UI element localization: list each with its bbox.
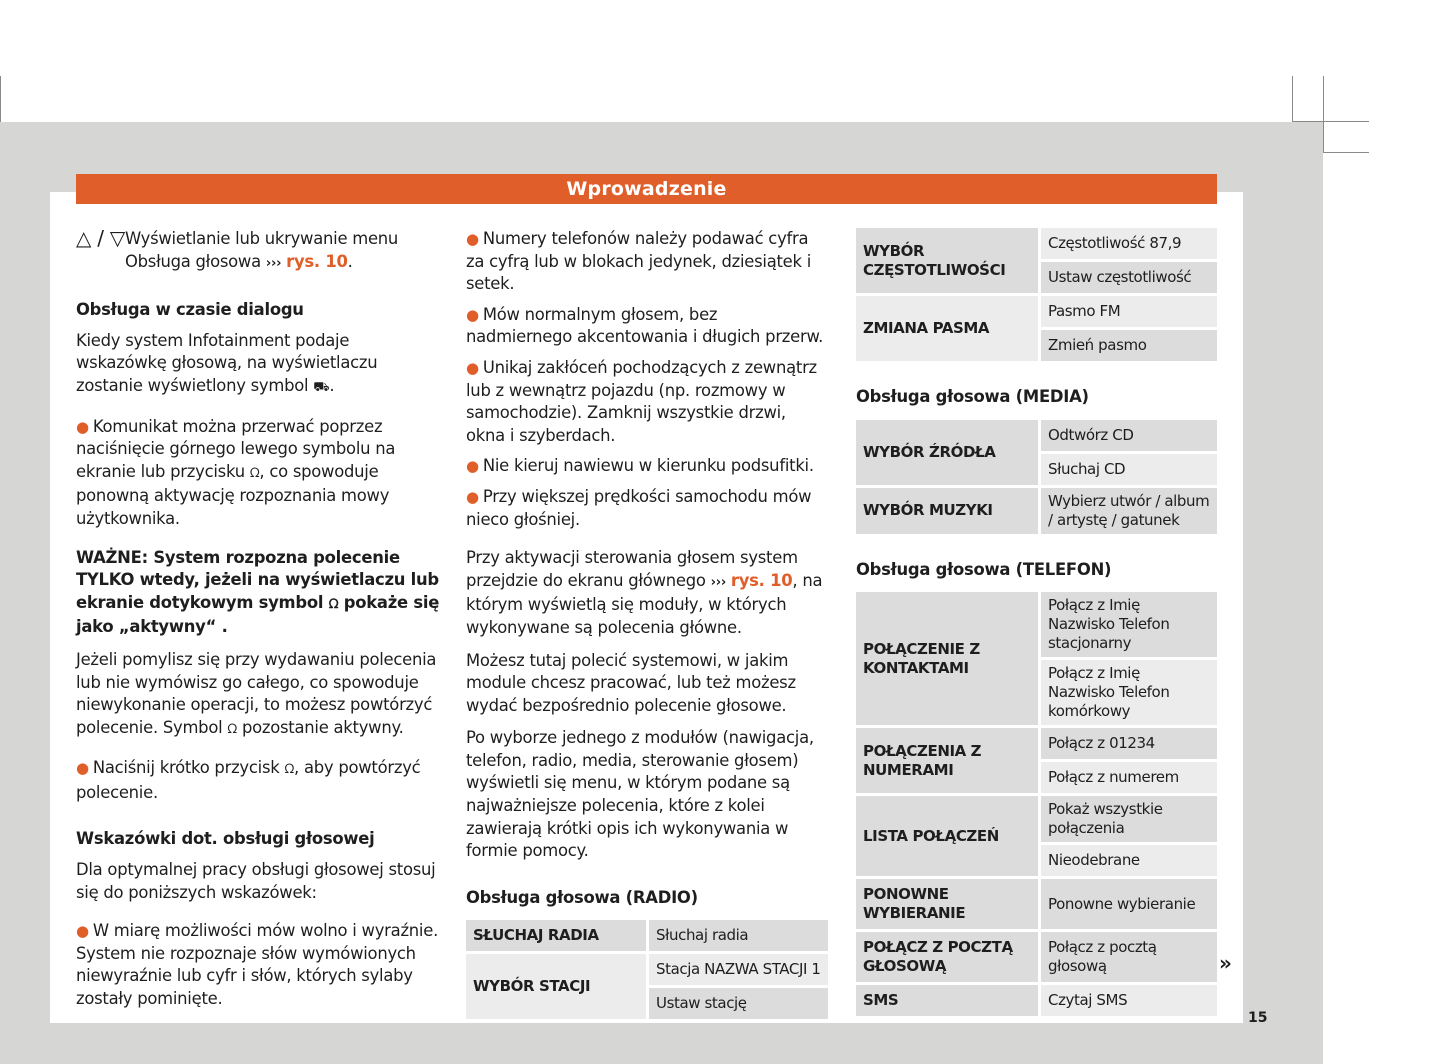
table-row xyxy=(466,954,828,985)
table-row xyxy=(856,728,1217,759)
command-value: Ponowne wybieranie xyxy=(1041,879,1217,929)
section-title: Wprowadzenie xyxy=(76,174,1217,204)
command-value: Zmień pasmo xyxy=(1041,330,1217,361)
command-value: Czytaj SMS xyxy=(1041,985,1217,1016)
paragraph-tips: Dla optymalnej pracy obsługi głosowej stosuj się do poniższych wskazówek: xyxy=(76,860,436,902)
voice-control-button-icon: ᘯ xyxy=(328,596,339,612)
bullet-dot-icon: ● xyxy=(466,358,479,377)
voice-control-button-icon: ᘯ xyxy=(284,762,295,778)
column-1 xyxy=(76,228,441,1027)
page-number: 15 xyxy=(1248,1010,1268,1026)
table-row xyxy=(856,932,1217,982)
heading-dialog: Obsługa w czasie dialogu xyxy=(76,300,304,320)
radio-commands-table-continued xyxy=(853,225,1220,364)
command-value: Ustaw częstotliwość xyxy=(1041,262,1217,293)
important-note: WAŻNE: System rozpozna polecenie TYLKO wtedy, jeżeli na wyświetlaczu lub ekranie dotykowym symbol ᘯ pokaże się jako „aktywny“ . xyxy=(76,547,440,637)
command-key: POŁĄCZENIA Z NUMERAMI xyxy=(856,728,1038,793)
command-value: Nieodebrane xyxy=(1041,845,1217,876)
command-value: Pasmo FM xyxy=(1041,296,1217,327)
table-row xyxy=(856,488,1217,534)
intro-menu-toggle xyxy=(76,228,441,275)
command-key: LISTA POŁĄCZEŃ xyxy=(856,796,1038,876)
command-value: Połącz z 01234 xyxy=(1041,728,1217,759)
bullet-avoid-noise: ● Unikaj zakłóceń pochodzących z zewnątrz lub z wewnątrz pojazdu (np. rozmowy w samochodzie). Zamknij wszystkie drzwi, okna i szyberdach. xyxy=(466,357,817,445)
bullet-dot-icon: ● xyxy=(466,230,479,248)
bullet-dot-icon: ● xyxy=(466,487,479,506)
command-key: POŁĄCZENIE Z KONTAKTAMI xyxy=(856,592,1038,725)
command-key: SMS xyxy=(856,985,1038,1016)
table-row xyxy=(856,985,1217,1016)
bullet-dot-icon: ● xyxy=(76,759,89,778)
command-value: Połącz z Imię Nazwisko Telefon stacjonarny xyxy=(1041,592,1217,657)
bullet-dot-icon: ● xyxy=(76,417,89,436)
cross-reference-arrow-icon: ››› xyxy=(710,574,726,590)
paragraph-menu: Po wyborze jednego z modułów (nawigacja, telefon, radio, media, sterowanie głosem) wyświetli się menu, w którym podane są najważniejsze polecenia, które z kolei zawierają krótki opis ich wykonywania w formie pomocy. xyxy=(466,728,814,861)
bullet-ventilation: ● Nie kieruj nawiewu w kierunku podsufitki. xyxy=(466,456,814,476)
command-value: Słuchaj radia xyxy=(649,920,828,951)
table-row xyxy=(856,420,1217,451)
heading-phone: Obsługa głosowa (TELEFON) xyxy=(856,559,1112,579)
column-3 xyxy=(856,225,1217,1033)
command-value: Połącz z numerem xyxy=(1041,762,1217,793)
command-key: POŁĄCZ Z POCZTĄ GŁOSOWĄ xyxy=(856,932,1038,982)
continue-next-page-icon: » xyxy=(1219,951,1232,975)
bullet-speak-slowly: ● W miarę możliwości mów wolno i wyraźnie. System nie rozpoznaje słów wymówionych niewyraźnie lub cyfr i słów, których sylaby zostały pominięte. xyxy=(76,921,439,1009)
table-row xyxy=(856,228,1217,259)
command-key: ZMIANA PASMA xyxy=(856,296,1038,361)
table-row xyxy=(466,920,828,951)
heading-radio: Obsługa głosowa (RADIO) xyxy=(466,887,698,907)
heading-media: Obsługa głosowa (MEDIA) xyxy=(856,387,1089,406)
intro-text: Wyświetlanie lub ukrywanie menu Obsługa głosowa ››› rys. 10. xyxy=(124,229,399,271)
crop-mark-left xyxy=(0,76,1,122)
command-value: Połącz z pocztą głosową xyxy=(1041,932,1217,982)
bullet-dot-icon: ● xyxy=(76,922,89,941)
triangle-up-down-icon: △ / ▽ xyxy=(76,226,125,250)
media-commands-table xyxy=(853,417,1220,537)
command-value: Słuchaj CD xyxy=(1041,454,1217,485)
crop-mark-top-right-b xyxy=(1323,76,1324,153)
radio-commands-table xyxy=(463,917,831,1022)
paragraph-mistake: Jeżeli pomylisz się przy wydawaniu polecenia lub nie wymówisz go całego, co spowoduje niewykonanie operacji, to możesz powtórzyć polecenie. Symbol ᘯ pozostanie aktywny. xyxy=(76,649,437,737)
paragraph-dialog: Kiedy system Infotainment podaje wskazówkę głosową, na wyświetlaczu zostanie wyświetlony symbol ⛟. xyxy=(76,330,378,395)
crop-mark-top-right-c xyxy=(1292,121,1369,122)
bullet-dot-icon: ● xyxy=(466,305,479,324)
command-value: Odtwórz CD xyxy=(1041,420,1217,451)
command-key: PONOWNE WYBIERANIE xyxy=(856,879,1038,929)
phone-commands-table xyxy=(853,589,1220,1019)
bullet-speed: ● Przy większej prędkości samochodu mów nieco głośniej. xyxy=(466,486,812,529)
command-value: Częstotliwość 87,9 xyxy=(1041,228,1217,259)
figure-reference-link[interactable]: rys. 10 xyxy=(730,570,793,590)
voice-control-button-icon: ᘯ xyxy=(227,721,237,737)
heading-tips: Wskazówki dot. obsługi głosowej xyxy=(76,829,375,849)
bullet-interrupt: ● Komunikat można przerwać poprzez naciśnięcie górnego lewego symbolu na ekranie lub przycisku ᘯ, co spowoduje ponowną aktywację rozpoznania mowy użytkownika. xyxy=(76,416,396,528)
voice-prompt-symbol-icon: ⛟ xyxy=(313,379,330,395)
voice-control-button-icon: ᘯ xyxy=(249,465,260,481)
bullet-normal-voice: ● Mów normalnym głosem, bez nadmiernego akcentowania i długich przerw. xyxy=(466,304,824,347)
table-row xyxy=(856,592,1217,657)
command-key: WYBÓR STACJI xyxy=(466,954,646,1019)
paragraph-activation: Przy aktywacji sterowania głosem system przejdzie do ekranu głównego ››› rys. 10, na którym wyświetlą się moduły, w których wykonywane są polecenia główne. xyxy=(466,548,823,637)
paragraph-module: Możesz tutaj polecić systemowi, w jakim module chcesz pracować, lub też możesz wydać bezpośrednio polecenie głosowe. xyxy=(466,650,796,715)
command-key: SŁUCHAJ RADIA xyxy=(466,920,646,951)
command-key: WYBÓR ŹRÓDŁA xyxy=(856,420,1038,485)
bullet-phone-numbers: ● Numery telefonów należy podawać cyfra za cyfrą lub w blokach jedynek, dziesiątek i setek. xyxy=(466,229,812,294)
figure-reference-link[interactable]: rys. 10 xyxy=(286,251,348,271)
command-value: Stacja NAZWA STACJI 1 xyxy=(649,954,828,985)
command-value: Wybierz utwór / album / artystę / gatunek xyxy=(1041,488,1217,534)
command-value: Ustaw stację xyxy=(649,988,828,1019)
bullet-dot-icon: ● xyxy=(466,457,479,476)
column-2 xyxy=(466,228,828,1036)
cross-reference-arrow-icon: ››› xyxy=(265,255,282,271)
crop-mark-top-right-d xyxy=(1323,152,1369,153)
command-value: Połącz z Imię Nazwisko Telefon komórkowy xyxy=(1041,660,1217,725)
crop-mark-top-right-a xyxy=(1292,76,1293,122)
table-row xyxy=(856,296,1217,327)
bullet-repeat: ● Naciśnij krótko przycisk ᘯ, aby powtórzyć polecenie. xyxy=(76,758,421,802)
table-row xyxy=(856,796,1217,842)
table-row xyxy=(856,879,1217,929)
command-value: Pokaż wszystkie połączenia xyxy=(1041,796,1217,842)
command-key: WYBÓR CZĘSTOTLIWOŚCI xyxy=(856,228,1038,293)
command-key: WYBÓR MUZYKI xyxy=(856,488,1038,534)
